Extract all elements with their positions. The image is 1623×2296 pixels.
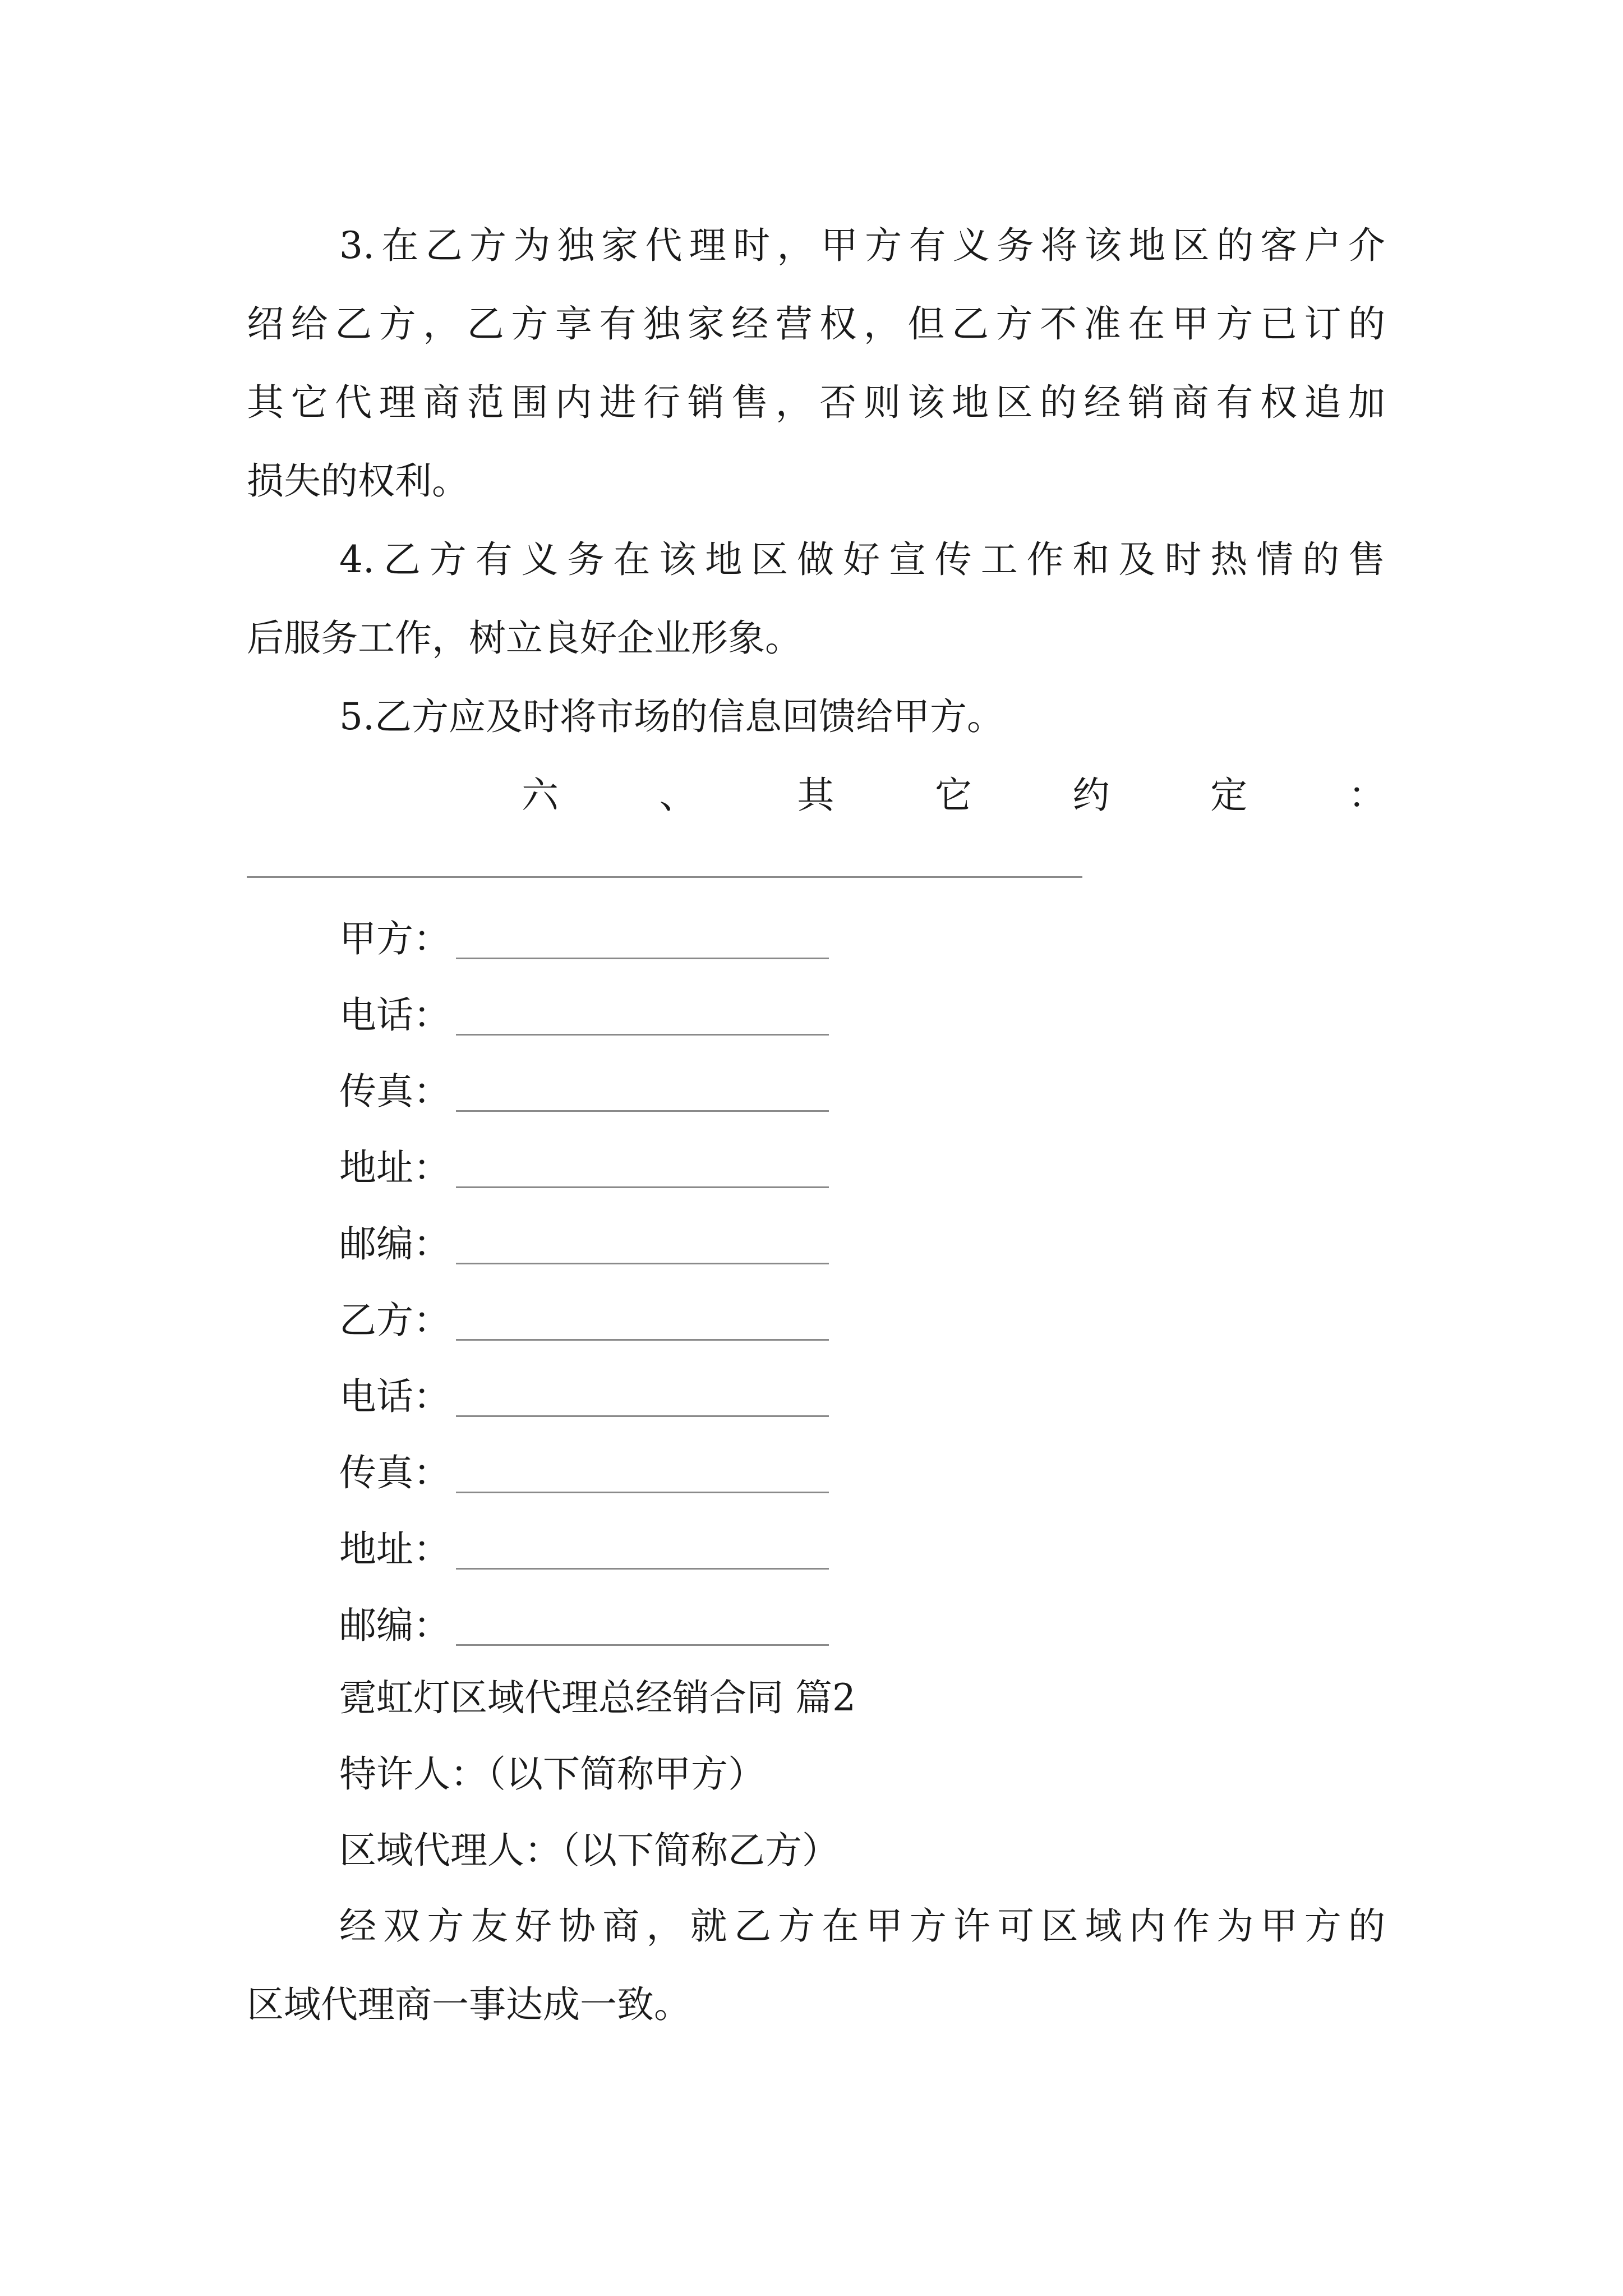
franchisor-line: 特许人：（以下简称甲方） bbox=[339, 1752, 765, 1796]
party-a-fax-field bbox=[339, 1057, 829, 1119]
clause-4-line-2: 后服务工作，树立良好企业形象。 bbox=[247, 616, 802, 660]
field-label: 传真： bbox=[339, 1451, 450, 1494]
party-b-field bbox=[339, 1286, 829, 1347]
party-b-postcode-field bbox=[339, 1591, 829, 1653]
section-six-char: 它 bbox=[934, 774, 972, 817]
party-a-phone-field bbox=[339, 981, 829, 1042]
party-b-phone-field bbox=[339, 1362, 829, 1424]
field-label: 地址： bbox=[339, 1527, 450, 1571]
party-a-postcode-field bbox=[339, 1209, 829, 1271]
party-b-postcode-blank[interactable] bbox=[456, 1605, 829, 1646]
clause-3-line-4: 损失的权利。 bbox=[247, 459, 469, 503]
other-agreements-blank-line[interactable] bbox=[247, 876, 1082, 878]
party-b-fax-field bbox=[339, 1438, 829, 1500]
party-b-blank[interactable] bbox=[456, 1300, 829, 1341]
party-a-phone-blank[interactable] bbox=[456, 995, 829, 1036]
section-six-char: 、 bbox=[659, 774, 697, 817]
party-a-postcode-blank[interactable] bbox=[456, 1223, 829, 1264]
section-six-char: 其 bbox=[797, 774, 834, 817]
field-label: 甲方： bbox=[339, 917, 450, 960]
contract-2-title: 霓虹灯区域代理总经销合同 篇2 bbox=[339, 1676, 856, 1719]
intro-line-2: 区域代理商一事达成一致。 bbox=[247, 1983, 691, 2026]
clause-3-line-3: 其它代理商范围内进行销售，否则该地区的经销商有权追加 bbox=[247, 381, 1385, 424]
clause-5: 5.乙方应及时将市场的信息回馈给甲方。 bbox=[339, 695, 1004, 738]
field-label: 地址： bbox=[339, 1145, 450, 1189]
party-b-address-field bbox=[339, 1515, 829, 1576]
clause-4-line-1: 4.乙方有义务在该地区做好宣传工作和及时热情的售 bbox=[339, 538, 1385, 581]
field-label: 电话： bbox=[339, 993, 450, 1037]
party-a-fax-blank[interactable] bbox=[456, 1071, 829, 1112]
party-a-address-field bbox=[339, 1133, 829, 1195]
regional-agent-line: 区域代理人：（以下简称乙方） bbox=[339, 1829, 839, 1872]
field-label: 传真： bbox=[339, 1069, 450, 1113]
section-six-char: 定 bbox=[1210, 774, 1248, 817]
party-a-field bbox=[339, 904, 829, 966]
party-a-address-blank[interactable] bbox=[456, 1147, 829, 1188]
party-b-phone-blank[interactable] bbox=[456, 1376, 829, 1417]
field-label: 乙方： bbox=[339, 1298, 450, 1342]
field-label: 电话： bbox=[339, 1374, 450, 1418]
clause-3-line-2: 绍给乙方，乙方享有独家经营权，但乙方不准在甲方已订的 bbox=[247, 302, 1385, 346]
section-six-char: ： bbox=[1348, 774, 1385, 817]
party-a-blank[interactable] bbox=[456, 918, 829, 959]
field-label: 邮编： bbox=[339, 1603, 450, 1647]
section-six-char: 六 bbox=[522, 774, 559, 817]
intro-line-1: 经双方友好协商，就乙方在甲方许可区域内作为甲方的 bbox=[339, 1904, 1385, 1948]
party-b-address-blank[interactable] bbox=[456, 1529, 829, 1570]
clause-3-line-1: 3.在乙方为独家代理时，甲方有义务将该地区的客户介 bbox=[339, 224, 1385, 267]
section-six-heading bbox=[522, 756, 1385, 835]
party-b-fax-blank[interactable] bbox=[456, 1452, 829, 1493]
section-six-char: 约 bbox=[1072, 774, 1110, 817]
field-label: 邮编： bbox=[339, 1222, 450, 1266]
